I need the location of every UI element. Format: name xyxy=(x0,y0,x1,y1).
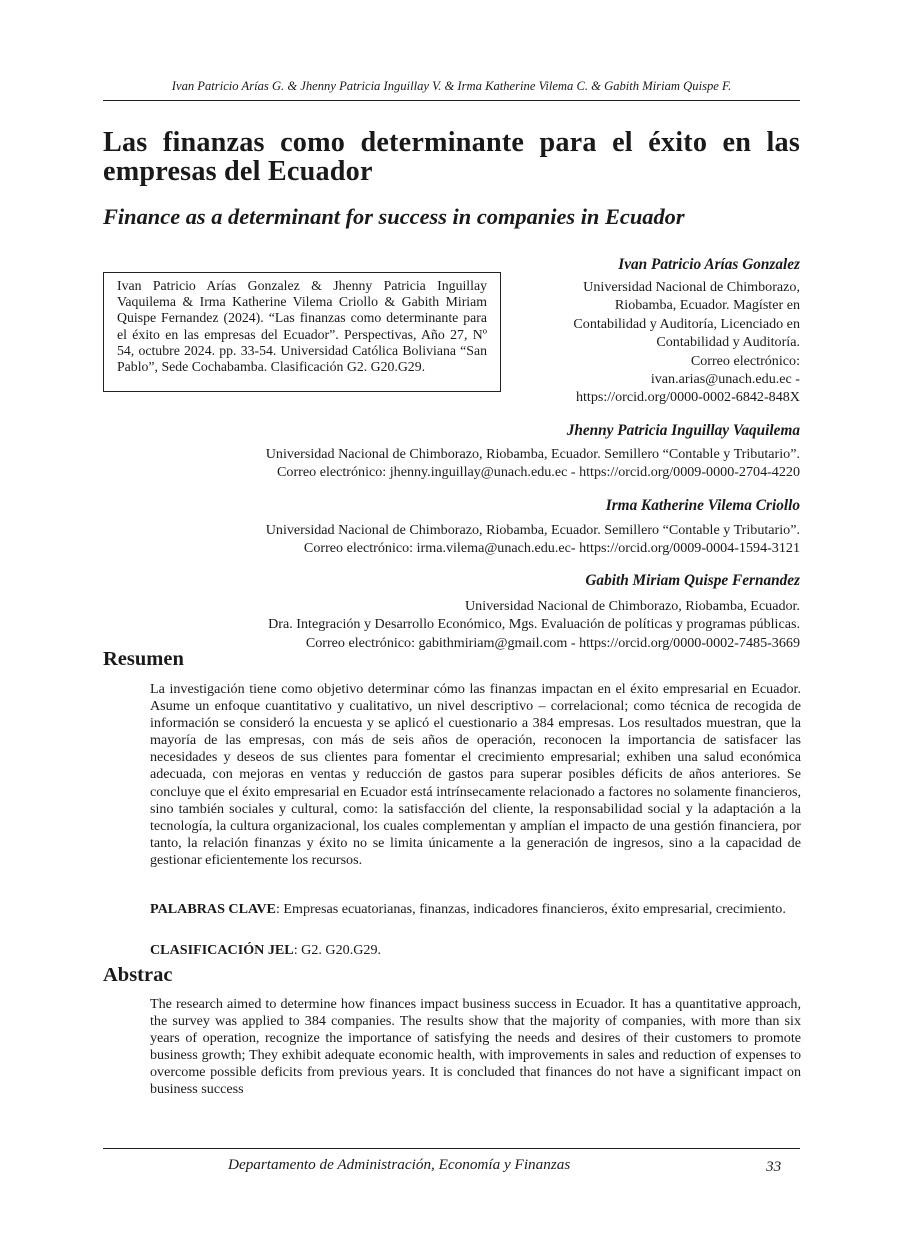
paper-subtitle-english: Finance as a determinant for success in companies in Ecuador xyxy=(103,204,685,229)
author-2-affiliation xyxy=(266,445,800,482)
jel-text: : G2. G20.G29. xyxy=(293,942,382,958)
author-3-affiliation xyxy=(266,521,800,558)
author-1-line: Contabilidad y Auditoría, Licenciado en xyxy=(573,315,800,332)
abstract-body: The research aimed to determine how finances impact business success in Ecuador. It has a quantitative approach, the survey was applied to 384 companies. The results show that the majority of companies, with more than six years of operation, recognize the importance of satisfying the needs and desires of their customers to promote business growth; They exhibit adequate economic health, with improvements in sales and reduction of expenses to overcome possible deficits from previous years. It is concluded that finances do not have a significant impact on business success xyxy=(150,996,801,1098)
citation-box: Ivan Patricio Arías Gonzalez & Jhenny Patricia Inguillay Vaquilema & Irma Katherine Vilema Criollo & Gabith Miriam Quispe Fernandez (2024). “Las finanzas como determinante para el éxito en las empresas del Ecuador”. Perspectivas, Año 27, Nº 54, octubre 2024. pp. 33-54. Universidad Católica Boliviana “San Pablo”, Sede Cochabamba. Clasificación G2. G20.G29. xyxy=(103,272,501,392)
author-4-contact[interactable]: Correo electrónico: gabithmiriam@gmail.com - https://orcid.org/0000-0002-7485-3669 xyxy=(305,634,800,651)
jel-label: CLASIFICACIÓN JEL xyxy=(150,942,294,958)
author-1-line: Contabilidad y Auditoría. xyxy=(656,334,800,351)
author-1-name: Ivan Patricio Arías Gonzalez xyxy=(618,256,800,273)
footer-rule xyxy=(103,1148,800,1149)
author-4-line: Universidad Nacional de Chimborazo, Riobamba, Ecuador. xyxy=(464,598,800,614)
author-1-line: ivan.arias@unach.edu.ec - xyxy=(650,371,800,388)
keywords-text: : Empresas ecuatorianas, finanzas, indicadores financieros, éxito empresarial, crecimiento. xyxy=(275,901,786,917)
author-1-affiliation xyxy=(573,278,800,407)
author-1-orcid-link[interactable]: https://orcid.org/0000-0002-6842-848X xyxy=(575,389,800,406)
author-1-line: Universidad Nacional de Chimborazo, xyxy=(583,279,800,295)
header-rule xyxy=(103,100,800,101)
paper-title: Las finanzas como determinante para el éxito en las empresas del Ecuador xyxy=(103,127,800,187)
author-2-contact[interactable]: Correo electrónico: jhenny.inguillay@unach.edu.ec - https://orcid.org/0009-0000-2704-4220 xyxy=(277,464,800,481)
author-2-name: Jhenny Patricia Inguillay Vaquilema xyxy=(566,422,800,439)
keywords xyxy=(150,901,801,918)
author-2-line: Universidad Nacional de Chimborazo, Riobamba, Ecuador. Semillero “Contable y Tributario”. xyxy=(265,446,800,462)
resumen-body: La investigación tiene como objetivo determinar cómo las finanzas impactan en el éxito empresarial en Ecuador. Asume un enfoque cuantitativo y cualitativo, un nivel descriptivo – correlacional; como técnica de recogida de información se consideró la encuesta y se aplicó el cuestionario a 384 empresas. Los resultados muestran, que la mayoría de las empresas, con más de seis años de operación, reconocen la importancia de satisfacer las necesidades y deseos de sus clientes para fomentar el crecimiento empresarial; exhiben una salud económica adecuada, con mejoras en ventas y reducción de gastos para superar posibles déficits de años anteriores. Se concluye que el éxito empresarial en Ecuador está intrínsecamente relacionado a factores no solamente financieros, sino también sociales y cultural, como: la satisfacción del cliente, la responsabilidad social y la adaptación a la tecnología, la cultura organizacional, los cuales complementan y amplían el impacto de una gestión financiera, por tanto, la relación finanzas y éxito no se limita únicamente a la generación de ingresos, sino a la capacidad de gestionar eficientemente los recursos. xyxy=(150,681,801,868)
keywords-label: PALABRAS CLAVE xyxy=(150,901,276,917)
abstract-heading: Abstrac xyxy=(103,964,173,986)
author-1-line: Correo electrónico: xyxy=(690,352,800,369)
jel-classification xyxy=(150,942,801,959)
running-head: Ivan Patricio Arías G. & Jhenny Patricia Inguillay V. & Irma Katherine Vilema C. & Gabith Miriam Quispe F. xyxy=(171,79,732,93)
author-4-affiliation xyxy=(268,597,800,652)
author-3-name: Irma Katherine Vilema Criollo xyxy=(605,497,800,514)
footer-department: Departamento de Administración, Economía y Finanzas xyxy=(228,1156,571,1173)
author-1-line: Riobamba, Ecuador. Magíster en xyxy=(614,297,800,314)
author-4-line: Dra. Integración y Desarrollo Económico, Mgs. Evaluación de políticas y programas públicas. xyxy=(268,616,800,633)
author-4-name: Gabith Miriam Quispe Fernandez xyxy=(585,572,800,589)
author-3-contact[interactable]: Correo electrónico: irma.vilema@unach.edu.ec- https://orcid.org/0009-0004-1594-3121 xyxy=(303,540,800,557)
author-3-line: Universidad Nacional de Chimborazo, Riobamba, Ecuador. Semillero “Contable y Tributario”. xyxy=(265,522,800,538)
page-number: 33 xyxy=(766,1158,782,1175)
resumen-heading: Resumen xyxy=(103,648,184,670)
